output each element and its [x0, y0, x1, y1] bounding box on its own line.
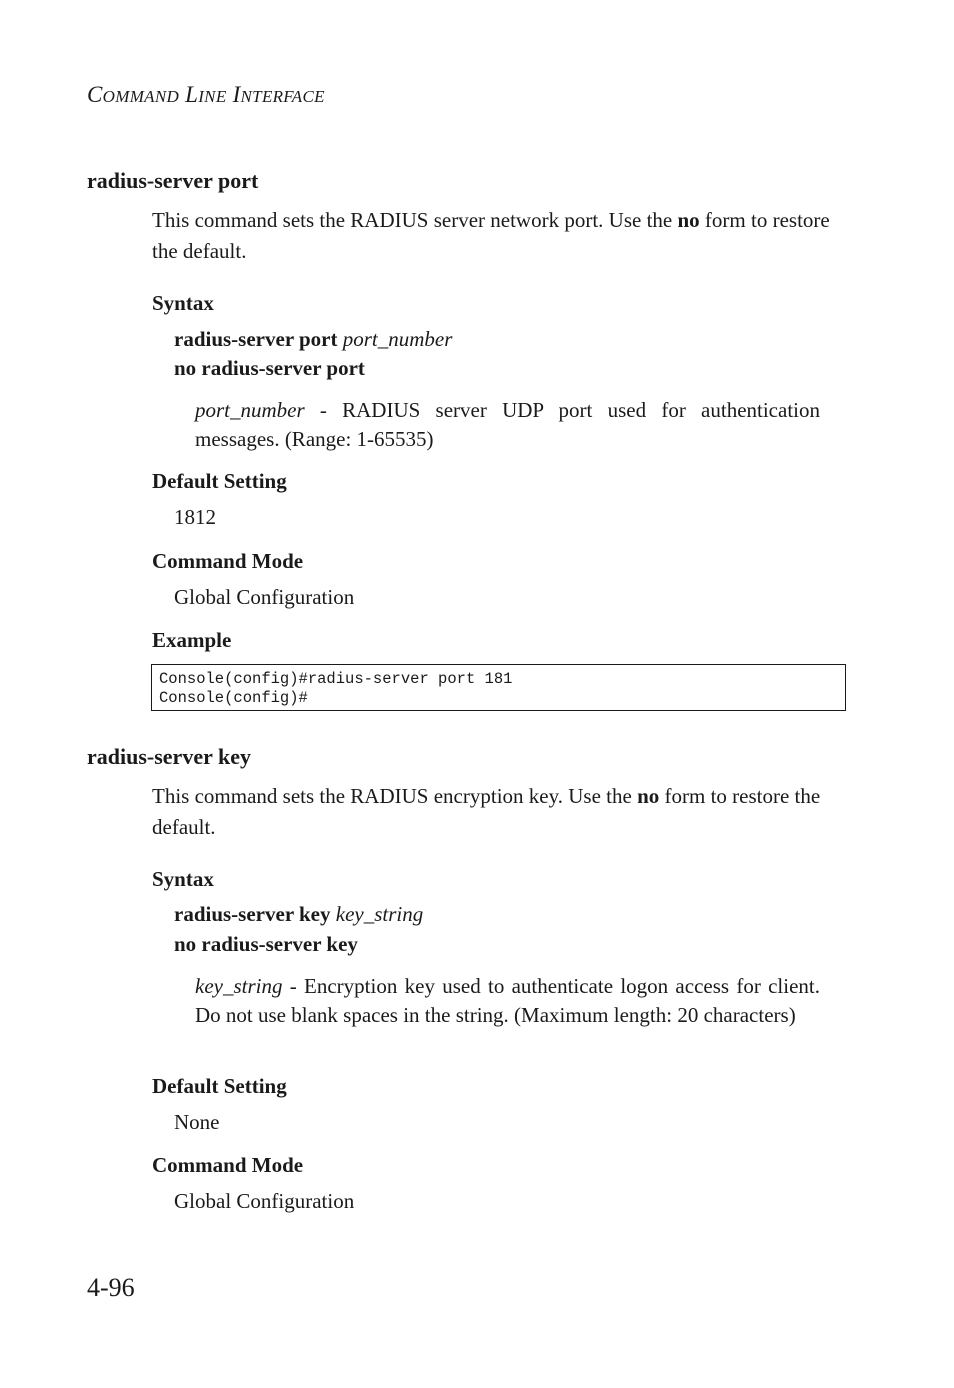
syntax-no-command: no radius-server key	[174, 932, 358, 956]
syntax-no-command: no radius-server port	[174, 356, 365, 380]
default-setting-heading: Default Setting	[152, 1074, 287, 1098]
default-setting-value: 1812	[174, 505, 216, 529]
command-mode-heading: Command Mode	[152, 549, 304, 573]
parameter-description: key_string - Encryption key used to authenticate logon access for client. Do not use blank spaces in the string. (Maximum length: 20 characters)	[195, 974, 820, 1027]
command-mode-heading: Command Mode	[152, 1153, 304, 1177]
code-line: Console(config)#radius-server port 181	[159, 670, 513, 688]
command-mode-value: Global Configuration	[174, 585, 355, 609]
example-heading: Example	[152, 628, 232, 652]
default-setting-value: None	[174, 1110, 220, 1134]
command-title: radius-server port	[87, 168, 259, 193]
syntax-command: radius-server port port_number	[174, 327, 453, 351]
example-code-box	[151, 664, 846, 711]
syntax-heading: Syntax	[152, 291, 214, 315]
command-description: This command sets the RADIUS server network port. Use the no form to restore the default.	[152, 208, 830, 263]
syntax-heading: Syntax	[152, 867, 214, 891]
parameter-description: port_number - RADIUS server UDP port used for authentication messages. (Range: 1-65535)	[195, 398, 820, 451]
command-description: This command sets the RADIUS encryption key. Use the no form to restore the default.	[152, 784, 821, 839]
command-mode-value: Global Configuration	[174, 1189, 355, 1213]
page-number: 4-96	[87, 1273, 135, 1302]
default-setting-heading: Default Setting	[152, 469, 287, 493]
command-title: radius-server key	[87, 744, 251, 769]
code-line: Console(config)#	[159, 689, 308, 707]
running-header: COMMAND LINE INTERFACE	[87, 82, 325, 107]
syntax-command: radius-server key key_string	[174, 902, 424, 926]
